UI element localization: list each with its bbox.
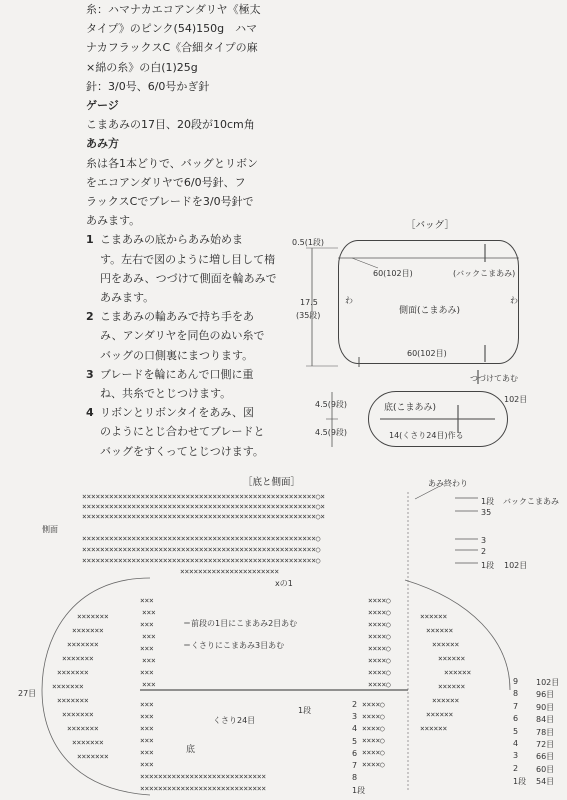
table-row-count: 90目 — [536, 702, 555, 712]
table-row-count: 96目 — [536, 690, 555, 700]
table-row-number: 5 — [513, 726, 519, 736]
row-number: 3 — [352, 712, 358, 722]
base-lower-height: 4.5(9段) — [315, 428, 348, 437]
step-number: 4 — [86, 406, 94, 420]
stitch-row: ××× — [140, 620, 154, 629]
stitch-row: ××××○ — [362, 760, 385, 769]
stitch-row: ××× — [142, 632, 156, 641]
stitch-row: ××× — [140, 736, 154, 745]
stitch-row: ××××××× — [67, 640, 99, 649]
bag-body-label: 側面(こまあみ) — [399, 306, 461, 316]
step-text: ね、共糸でとじつけます。 — [100, 387, 232, 401]
stitch-row: ××××○ — [362, 724, 385, 733]
stitch-row: ××× — [140, 712, 154, 721]
stitch-row: ××××××× — [72, 738, 104, 747]
stitch-row: ×××××××××××××××××××××××××××× — [140, 784, 266, 793]
method-intro-line: をエコアンダリヤで6/0号針、フ — [86, 175, 246, 189]
row2-label: 2 — [481, 547, 487, 556]
step-text: のようにとじ合わせてブレードと — [100, 425, 265, 439]
bag-mark-right: わ — [510, 296, 518, 305]
table-row-count: 60目 — [536, 764, 555, 774]
row1-note: バックこまあみ — [503, 497, 559, 506]
materials-line: ×綿の糸》の白(1)25g — [86, 60, 198, 74]
left-count: 27目 — [18, 689, 37, 698]
stitch-row: ××××○ — [368, 620, 391, 629]
step-text: バッグの口側裏にまつります。 — [100, 348, 254, 362]
bag-top-stitches: 60(102目) — [373, 269, 413, 278]
row1-label: 1段 — [481, 497, 495, 506]
stitch-row: ×××××× — [426, 710, 453, 719]
stitch-row: ××××○ — [368, 644, 391, 653]
stitch-row: ××× — [140, 668, 154, 677]
table-row-count: 102目 — [536, 678, 560, 687]
stitch-row: ××× — [142, 680, 156, 689]
table-row-number: 6 — [513, 714, 519, 724]
materials-line: 針：3/0号、6/0号かぎ針 — [86, 79, 210, 93]
base-label: 底(こまあみ) — [384, 403, 437, 413]
row-number: 8 — [352, 773, 358, 783]
table-row-number: 7 — [513, 701, 519, 711]
stitch-row: ××××××× — [57, 696, 89, 705]
step-text: 円をあみ、つづけて側面を輪あみで — [100, 271, 277, 285]
stitch-row: ×××××××××××××××××××××××××××× — [140, 772, 266, 781]
row1b-label: 1段 — [481, 561, 495, 570]
table-row-count: 66目 — [536, 752, 555, 762]
method-intro-line: 糸は各1本どりで、バッグとリボン — [86, 156, 258, 170]
legend-increase: ＝前段の1目にこまあみ2目あむ — [183, 619, 298, 628]
stitch-row: ×××××× — [438, 682, 465, 691]
step-text: こまあみの輪あみで持ち手をあ — [100, 310, 254, 324]
chart-title: ［底と側面］ — [243, 477, 301, 488]
stitch-row: ××××○ — [368, 656, 391, 665]
stitch-row: ×××××× — [420, 724, 447, 733]
row35-label: 35 — [481, 508, 492, 517]
stitch-row: ××××××××××××××××××××××××××××××××××××××××××××××××××××○ — [82, 556, 321, 565]
stitch-row: ××××○ — [362, 700, 385, 709]
stitch-row: ××××××× — [77, 612, 109, 621]
method-heading: あみ方 — [86, 137, 119, 151]
stitch-row: ××××○ — [362, 736, 385, 745]
stitch-row: ××× — [140, 596, 154, 605]
stitch-row: ××× — [140, 700, 154, 709]
step-text: ブレードを輪にあんで口側に重 — [100, 367, 254, 381]
stitch-row: ××××○ — [368, 596, 391, 605]
step-number: 1 — [86, 233, 94, 247]
stitch-row: ××××××× — [67, 724, 99, 733]
gauge-heading: ゲージ — [86, 99, 119, 113]
bag-height-cm: 17.5 — [300, 298, 318, 307]
chart-row1-label: 1段 — [298, 706, 312, 715]
base-upper-height: 4.5(9段) — [315, 400, 348, 409]
bag-top-border: (バックこまあみ) — [453, 269, 516, 278]
gauge-text: こまあみの17目、20段が10cm角 — [86, 118, 255, 132]
bag-diagram-title: ［バッグ］ — [406, 220, 454, 231]
stitch-row: ××× — [140, 644, 154, 653]
step-number: 2 — [86, 310, 94, 324]
chart-base-label: 底 — [186, 745, 196, 755]
stitch-row: ××××××××××××××××××××××××××××××××××××××××××××××××××××○ — [82, 545, 321, 554]
step-text: リボンとリボンタイをあみ、図 — [100, 406, 254, 420]
table-row-count: 72目 — [536, 740, 555, 749]
table-row-number: 1段 — [513, 777, 527, 787]
stitch-row: ××××××× — [62, 710, 94, 719]
row-number: 2 — [352, 700, 358, 709]
table-row-number: 3 — [513, 751, 519, 761]
materials-line: タイプ》のピンク(54)150g ハマ — [86, 22, 258, 36]
row-number: 7 — [352, 761, 358, 770]
table-row-number: 9 — [513, 677, 519, 686]
bag-bottom-stitches: 60(102目) — [407, 349, 447, 358]
row-number: 1段 — [352, 786, 366, 796]
bag-mark-left: わ — [345, 296, 353, 305]
bag-height-rows: (35段) — [296, 311, 321, 320]
stitch-row: ×××××× — [432, 640, 459, 649]
stitch-row: ××××××××××××××××××××××××××××××××××××××××××××××××××××○× — [82, 512, 325, 521]
stitch-row: ××××××× — [72, 626, 104, 635]
step-text: こまあみの底からあみ始めま — [100, 233, 243, 247]
row-number: 6 — [352, 748, 358, 758]
stitch-row: ×××××× — [420, 612, 447, 621]
stitch-row: ××××××××××××××××××××××××××××××××××××××××××××××××××××○ — [82, 534, 321, 543]
row1b-count: 102目 — [504, 561, 528, 570]
stitch-row: ××××○ — [362, 748, 385, 757]
row3-label: 3 — [481, 536, 487, 545]
row-number: 4 — [352, 724, 358, 734]
stitch-row: ××××××× — [77, 752, 109, 761]
base-chain-label: 14(くさり24目)作る — [389, 431, 464, 440]
table-row-number: 8 — [513, 689, 519, 699]
step-text: バッグをすくってとじつけます。 — [100, 444, 264, 458]
stitch-row: ××××××××××××××××××××××××××××××××××××××××××××××××××××○× — [82, 502, 325, 511]
stitch-row: ×××××× — [444, 668, 471, 677]
stitch-row: ××× — [142, 656, 156, 665]
stitch-row: ××××○ — [368, 668, 391, 677]
table-row-count: 54目 — [536, 777, 555, 787]
table-row-number: 4 — [513, 739, 519, 748]
stitch-row: ××× — [140, 724, 154, 733]
stitch-row: ××× — [142, 608, 156, 617]
stitch-row: ××××××× — [52, 682, 84, 691]
base-count: 102目 — [504, 395, 528, 404]
stitch-row: ××××××××××××××××××××××××××××××××××××××××××××××××××××○× — [82, 492, 325, 501]
step-text: す。左右で図のように増し目して楕 — [100, 252, 276, 266]
bag-top-height: 0.5(1段) — [292, 238, 325, 247]
stitch-row: ×××××××××××××××××××××× — [180, 567, 279, 576]
materials-line: ナカフラックスC《合細タイプの麻 — [86, 41, 258, 55]
continue-label: つづけてあむ — [470, 374, 518, 383]
stitch-row: ××××××× — [57, 668, 89, 677]
stitch-row: ×××××× — [426, 626, 453, 635]
step-number: 3 — [86, 367, 94, 381]
stitch-row: ××××○ — [362, 712, 385, 721]
stitch-row: ××××××× — [62, 654, 94, 663]
stitch-row: ××× — [140, 760, 154, 769]
row-number: 5 — [352, 736, 358, 746]
stitch-row: ×××××× — [438, 654, 465, 663]
table-row-number: 2 — [513, 763, 519, 773]
method-intro-line: ラックスCでブレードを3/0号針で — [86, 195, 254, 209]
side-label: 側面 — [42, 525, 58, 534]
stitch-row: ××××○ — [368, 680, 391, 689]
table-row-count: 84目 — [536, 715, 555, 725]
table-row-count: 78目 — [536, 727, 555, 737]
x-marker: xの1 — [275, 579, 293, 588]
chart-chain-label: くさり24目 — [213, 716, 256, 725]
stitch-row: ××××○ — [368, 608, 391, 617]
step-text: あみます。 — [100, 291, 155, 305]
finish-label: あみ終わり — [428, 479, 468, 488]
legend-triple: ＝くさりにこまあみ3目あむ — [183, 641, 285, 650]
stitch-row: ×××××× — [432, 696, 459, 705]
materials-line: 糸：ハマナカエコアンダリヤ《極太 — [86, 3, 261, 16]
step-text: み、アンダリヤを同色のぬい糸で — [100, 329, 265, 343]
method-intro-line: あみます。 — [86, 214, 141, 228]
stitch-row: ××××○ — [368, 632, 391, 641]
stitch-row: ××× — [140, 748, 154, 757]
